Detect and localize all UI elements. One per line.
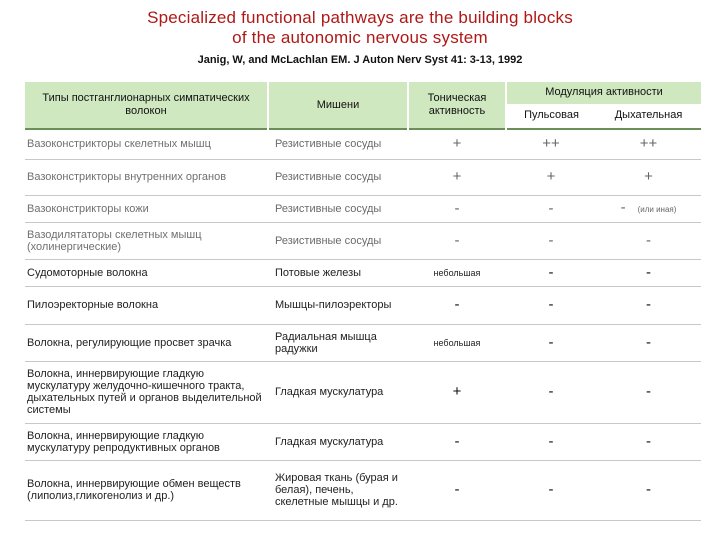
row-type: Пилоэректорные волокна <box>25 286 268 324</box>
row-resp: - <box>596 460 701 520</box>
row-pulse: - <box>506 423 596 460</box>
row-target: Резистивные сосуды <box>268 195 408 222</box>
table-row <box>25 286 701 324</box>
header-target: Мишени <box>268 82 408 129</box>
row-tonic: небольшая <box>408 259 506 286</box>
row-pulse: - <box>506 460 596 520</box>
row-pulse: - <box>506 286 596 324</box>
title-line-2: of the autonomic nervous system <box>232 28 488 47</box>
citation: Janig, W, and McLachlan EM. J Auton Nerv Syst 41: 3-13, 1992 <box>197 54 523 66</box>
row-tonic: - <box>408 423 506 460</box>
row-target: Гладкая мускулатура <box>268 423 408 460</box>
header-pulse: Пульсовая <box>506 104 596 129</box>
header-modulation: Модуляция активности <box>506 82 701 104</box>
row-type: Волокна, иннервирующие гладкую мускулатуру желудочно-кишечного тракта, дыхательных путей и органов выделительной системы <box>25 361 268 423</box>
row-tonic: - <box>408 195 506 222</box>
title-line-1: Specialized functional pathways are the building blocks <box>147 8 573 27</box>
row-target: Резистивные сосуды <box>268 129 408 159</box>
header-type: Типы постганглионарных симпатических волокон <box>25 82 268 129</box>
row-target: Резистивные сосуды <box>268 222 408 259</box>
row-resp: - <box>596 423 701 460</box>
table-row <box>25 361 701 423</box>
row-target: Резистивные сосуды <box>268 159 408 195</box>
row-tonic: + <box>408 159 506 195</box>
row-target: Потовые железы <box>268 259 408 286</box>
row-tonic: + <box>408 129 506 159</box>
row-resp: - <box>620 198 626 216</box>
row-type: Вазодилятаторы скелетных мышц (холинергические) <box>25 222 268 259</box>
table-row <box>25 159 701 195</box>
row-pulse: - <box>506 195 596 222</box>
row-target: Гладкая мускулатура <box>268 361 408 423</box>
row-tonic: + <box>408 361 506 423</box>
row-resp: - <box>596 259 701 286</box>
table-row <box>25 460 701 520</box>
table-row <box>25 129 701 159</box>
row-pulse: - <box>506 361 596 423</box>
row-type: Вазоконстрикторы кожи <box>25 195 268 222</box>
row-type: Волокна, иннервирующие обмен веществ (липолиз,гликогенолиз и др.) <box>25 460 268 520</box>
row-target: Мышцы-пилоэректоры <box>268 286 408 324</box>
row-resp: - <box>596 286 701 324</box>
row-resp-cell <box>596 195 701 222</box>
table-row <box>25 259 701 286</box>
row-pulse: - <box>506 222 596 259</box>
row-target: Жировая ткань (бурая и белая), печень, скелетные мышцы и др. <box>268 460 408 520</box>
row-resp: - <box>596 324 701 361</box>
row-type: Судомоторные волокна <box>25 259 268 286</box>
row-note: (или иная) <box>637 204 677 214</box>
row-pulse: - <box>506 259 596 286</box>
table-row <box>25 324 701 361</box>
row-tonic: - <box>408 222 506 259</box>
row-pulse: + <box>506 159 596 195</box>
pathways-table <box>25 82 701 521</box>
row-tonic: - <box>408 286 506 324</box>
header-tonic: Тоническая активность <box>408 82 506 129</box>
row-pulse: - <box>506 324 596 361</box>
row-resp: + <box>596 159 701 195</box>
table-row <box>25 195 701 222</box>
slide-title <box>0 8 720 48</box>
row-type: Волокна, иннервирующие гладкую мускулатуру репродуктивных органов <box>25 423 268 460</box>
row-type: Вазоконстрикторы скелетных мышц <box>25 129 268 159</box>
row-pulse: ++ <box>506 129 596 159</box>
row-resp: - <box>596 361 701 423</box>
table-row <box>25 222 701 259</box>
row-type: Волокна, регулирующие просвет зрачка <box>25 324 268 361</box>
row-type: Вазоконстрикторы внутренних органов <box>25 159 268 195</box>
header-resp: Дыхательная <box>596 104 701 129</box>
row-target: Радиальная мышца радужки <box>268 324 408 361</box>
row-resp: - <box>596 222 701 259</box>
row-tonic: - <box>408 460 506 520</box>
row-resp: ++ <box>596 129 701 159</box>
table-row <box>25 423 701 460</box>
row-tonic: небольшая <box>408 324 506 361</box>
